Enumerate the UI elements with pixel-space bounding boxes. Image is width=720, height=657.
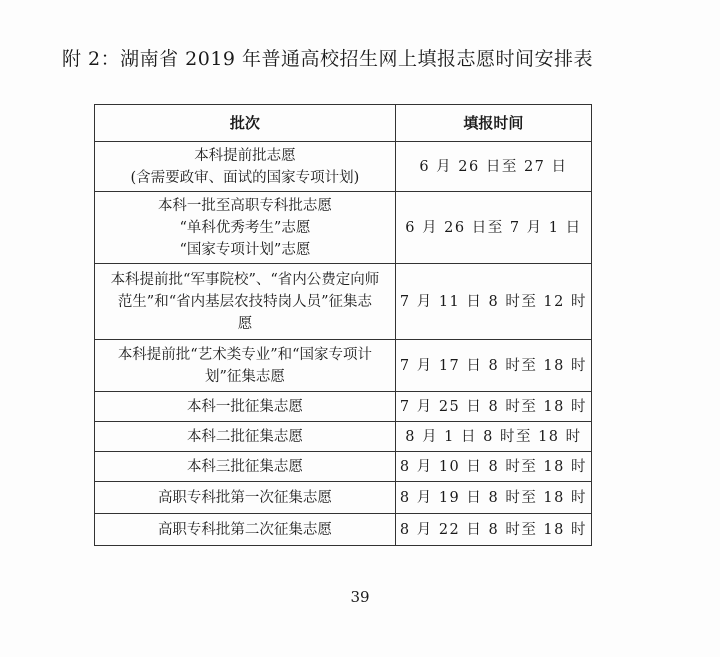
batch-cell	[95, 142, 396, 192]
table-row	[95, 514, 592, 546]
batch-cell	[95, 264, 396, 340]
time-cell: 7 月 17 日 8 时至 18 时	[395, 340, 591, 392]
page-title: 附 2：湖南省 2019 年普通高校招生网上填报志愿时间安排表	[62, 48, 594, 70]
time-cell: 8 月 22 日 8 时至 18 时	[395, 514, 591, 546]
time-cell: 8 月 10 日 8 时至 18 时	[395, 452, 591, 482]
header-batch: 批次	[95, 105, 396, 142]
time-cell: 6 月 26 日至 7 月 1 日	[395, 192, 591, 264]
time-cell: 8 月 19 日 8 时至 18 时	[395, 482, 591, 514]
header-time: 填报时间	[395, 105, 591, 142]
batch-line: 本科提前批“军事院校”、“省内公费定向师	[110, 271, 380, 288]
batch-line: 本科一批征集志愿	[186, 398, 303, 415]
time-cell: 7 月 25 日 8 时至 18 时	[395, 392, 591, 422]
batch-line: 本科二批征集志愿	[186, 428, 303, 445]
batch-cell	[95, 452, 396, 482]
table-row	[95, 482, 592, 514]
time-cell: 8 月 1 日 8 时至 18 时	[395, 422, 591, 452]
batch-line: 高职专科批第二次征集志愿	[157, 521, 332, 538]
schedule-table	[94, 104, 592, 546]
batch-line: “国家专项计划”志愿	[179, 241, 311, 258]
table-row	[95, 452, 592, 482]
batch-line: 本科提前批志愿	[194, 147, 296, 164]
table-row	[95, 192, 592, 264]
batch-line: 划”征集志愿	[204, 368, 285, 385]
batch-cell	[95, 340, 396, 392]
batch-line: “单科优秀考生”志愿	[179, 219, 311, 236]
batch-cell	[95, 482, 396, 514]
batch-line: 本科一批至高职专科批志愿	[157, 197, 332, 214]
table-row	[95, 142, 592, 192]
batch-line: 本科提前批“艺术类专业”和“国家专项计	[117, 346, 373, 363]
batch-cell	[95, 422, 396, 452]
batch-line: (含需要政审、面试的国家专项计划)	[130, 169, 360, 186]
time-cell: 6 月 26 日至 27 日	[395, 142, 591, 192]
table-row	[95, 264, 592, 340]
schedule-body	[95, 142, 592, 546]
table-header-row	[95, 105, 592, 142]
page-number: 39	[350, 588, 370, 606]
batch-cell	[95, 192, 396, 264]
batch-cell	[95, 514, 396, 546]
table-row	[95, 340, 592, 392]
table-row	[95, 422, 592, 452]
time-cell: 7 月 11 日 8 时至 12 时	[395, 264, 591, 340]
batch-line: 本科三批征集志愿	[186, 458, 303, 475]
batch-line: 高职专科批第一次征集志愿	[157, 489, 332, 506]
batch-line: 愿	[237, 315, 253, 332]
batch-line: 范生”和“省内基层农技特岗人员”征集志	[117, 293, 373, 310]
table-row	[95, 392, 592, 422]
batch-cell	[95, 392, 396, 422]
